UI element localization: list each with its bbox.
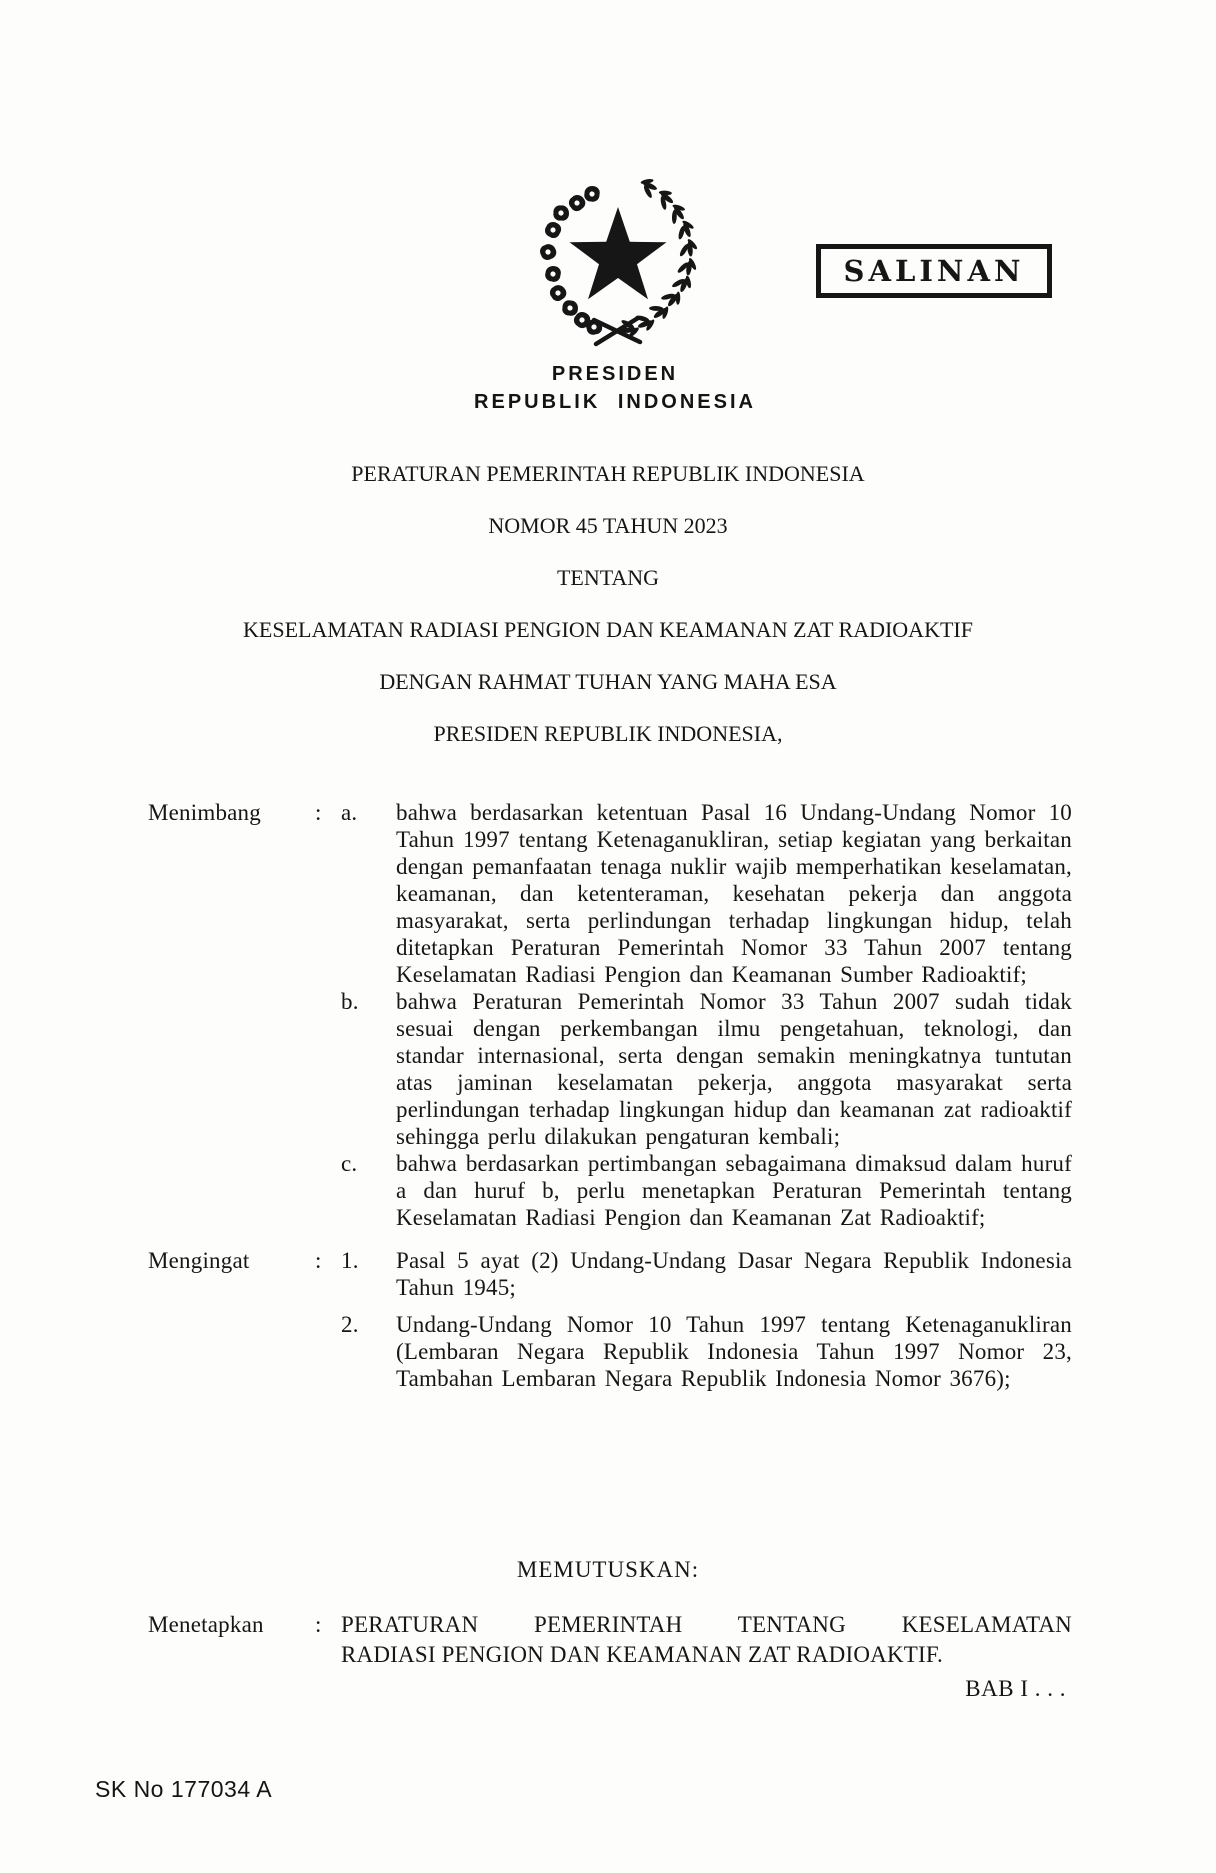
document-title-block: [0, 462, 1216, 774]
mengingat-item-1: [148, 1247, 1072, 1301]
letterhead: [415, 361, 815, 415]
title-number-line: NOMOR 45 TAHUN 2023: [488, 513, 728, 538]
item-text-c: bahwa berdasarkan pertimbangan sebagaimana dimaksud dalam huruf a dan huruf b, perlu menetapkan Peraturan Pemerintah tentang Keselamatan Radiasi Pengion dan Keamanan Zat Radioaktif;: [396, 1151, 1072, 1230]
menetapkan-clause: [148, 1610, 1072, 1670]
menimbang-item-a: [148, 799, 1072, 988]
spacer: [148, 1150, 315, 1231]
item-marker-a: a.: [341, 800, 358, 825]
spacer: [148, 988, 315, 1150]
decision-heading: MEMUTUSKAN:: [516, 1557, 700, 1582]
title-subject-line: KESELAMATAN RADIASI PENGION DAN KEAMANAN ZAT RADIOAKTIF: [243, 617, 973, 642]
letterhead-presiden-text: PRESIDEN: [551, 363, 679, 385]
spacer: [315, 1150, 341, 1231]
menimbang-item-b: [148, 988, 1072, 1150]
presidential-star-wreath-emblem: [536, 176, 700, 348]
spacer: [148, 1311, 315, 1392]
continuation-marker: BAB I . . .: [965, 1676, 1066, 1701]
item-text-2: Undang-Undang Nomor 10 Tahun 1997 tentang Ketenaganukliran (Lembaran Negara Republik Indonesia Tahun 1997 Nomor 23, Tambahan Lembaran Negara Republik Indonesia Nomor 3676);: [396, 1312, 1072, 1391]
menetapkan-text: [341, 1610, 1072, 1670]
mengingat-colon: :: [315, 1248, 322, 1273]
menimbang-colon: :: [315, 800, 322, 825]
salinan-stamp-label: SALINAN: [843, 254, 1025, 288]
item-marker-c: c.: [341, 1151, 358, 1176]
salinan-stamp: [816, 244, 1052, 298]
menetapkan-colon: :: [315, 1612, 322, 1637]
item-text-a: bahwa berdasarkan ketentuan Pasal 16 Undang-Undang Nomor 10 Tahun 1997 tentang Ketenaganukliran, setiap kegiatan yang berkaitan dengan pemanfaatan tenaga nuklir wajib memperhatikan keselamatan, keamanan, dan ketenteraman, kesehatan pekerja dan anggota masyarakat, serta perlindungan terhadap lingkungan hidup, telah ditetapkan Peraturan Pemerintah Nomor 33 Tahun 2007 tentang Keselamatan Radiasi Pengion dan Keamanan Sumber Radioaktif;: [396, 800, 1072, 987]
menetapkan-text-line2: RADIASI PENGION DAN KEAMANAN ZAT RADIOAKTIF.: [341, 1642, 943, 1667]
sk-number: SK No 177034 A: [95, 1776, 273, 1802]
title-invocation-line: DENGAN RAHMAT TUHAN YANG MAHA ESA: [379, 669, 837, 694]
preamble: [148, 799, 1072, 1392]
spacer: [315, 988, 341, 1150]
item-marker-b: b.: [341, 989, 359, 1014]
menimbang-item-c: [148, 1150, 1072, 1231]
item-marker-1: 1.: [341, 1248, 359, 1273]
item-text-1: Pasal 5 ayat (2) Undang-Undang Dasar Negara Republik Indonesia Tahun 1945;: [396, 1248, 1072, 1300]
menetapkan-label: Menetapkan: [148, 1612, 264, 1637]
title-tentang-line: TENTANG: [556, 565, 660, 590]
spacer: [315, 1311, 341, 1392]
title-regulation-line: PERATURAN PEMERINTAH REPUBLIK INDONESIA: [351, 461, 865, 486]
item-marker-2: 2.: [341, 1312, 359, 1337]
mengingat-label: Mengingat: [148, 1248, 250, 1273]
title-presiden-line: PRESIDEN REPUBLIK INDONESIA,: [433, 721, 783, 746]
menimbang-label: Menimbang: [148, 800, 261, 825]
item-text-b: bahwa Peraturan Pemerintah Nomor 33 Tahun 2007 sudah tidak sesuai dengan perkembangan ilmu pengetahuan, teknologi, dan standar internasional, serta dengan semakin meningkatnya tuntutan atas jaminan keselamatan pekerja, anggota masyarakat serta perlindungan terhadap lingkungan hidup dan keamanan zat radioaktif sehingga perlu dilakukan pengaturan kembali;: [396, 989, 1072, 1149]
mengingat-item-2: [148, 1311, 1072, 1392]
letterhead-republik-indonesia-text: REPUBLIK INDONESIA: [474, 391, 756, 413]
menetapkan-text-line1: PERATURAN PEMERINTAH TENTANG KESELAMATAN: [341, 1612, 1072, 1637]
